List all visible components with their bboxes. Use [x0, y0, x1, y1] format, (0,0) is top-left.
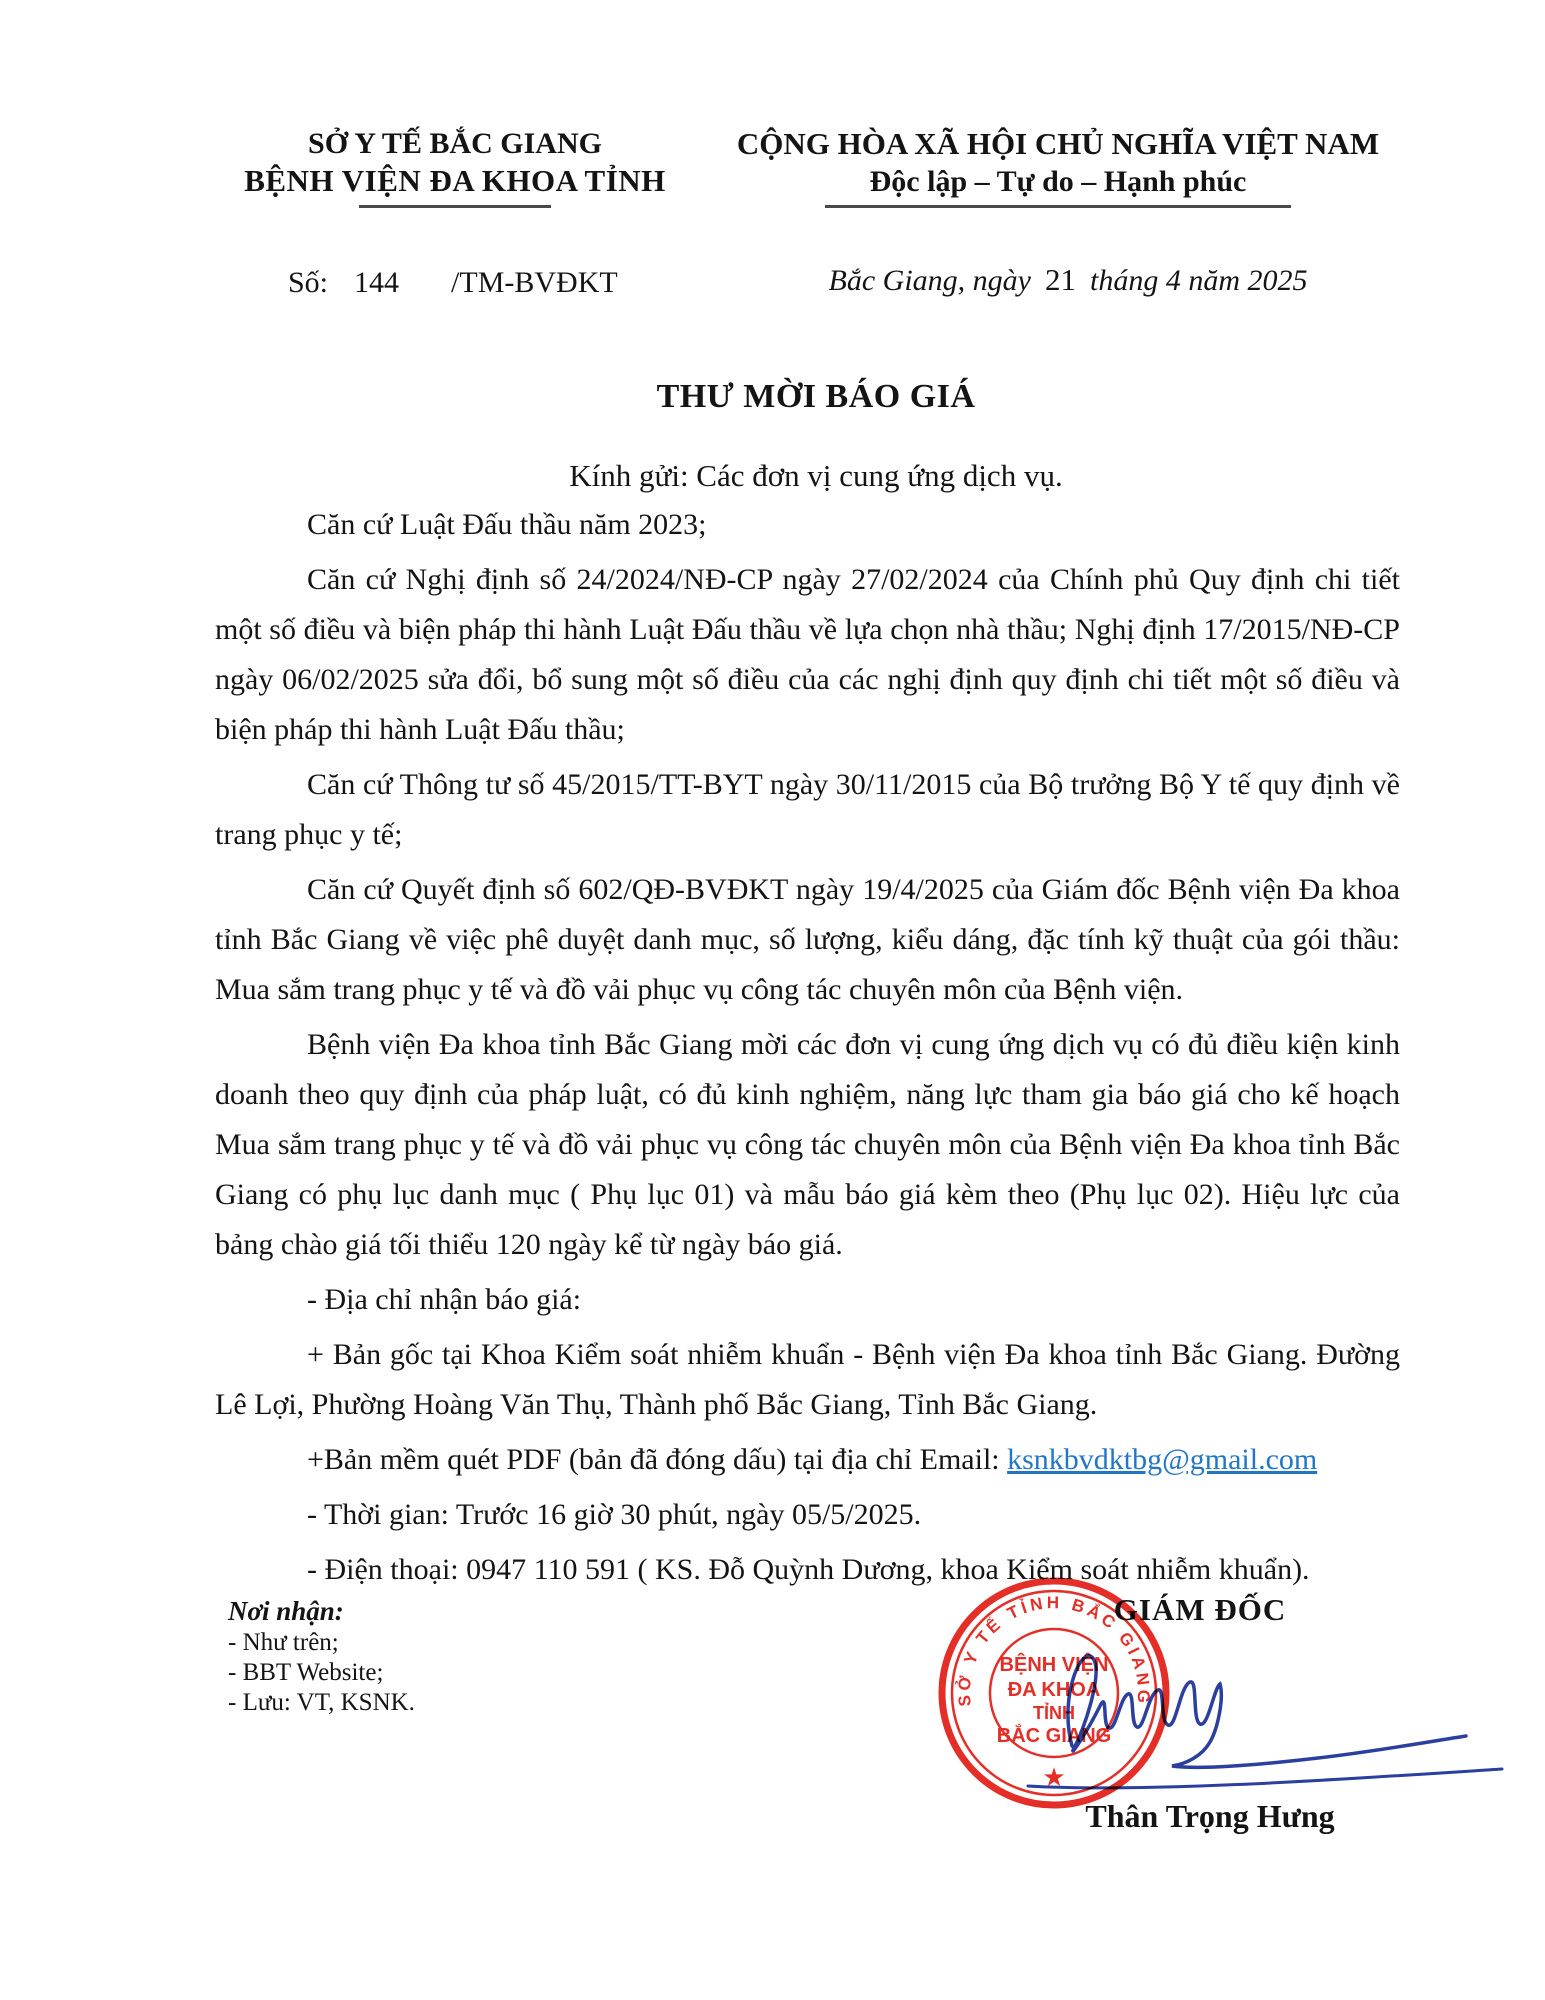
- paragraph-address-label: - Địa chỉ nhận báo giá:: [307, 1283, 582, 1316]
- document-body: [215, 500, 1400, 1600]
- motto-underline: [825, 205, 1291, 208]
- org-parent-name: SỞ Y TẾ BẮC GIANG: [308, 127, 602, 160]
- email-prefix-text: +Bản mềm quét PDF (bản đã đóng dấu) tại địa chỉ Email:: [307, 1443, 1008, 1476]
- national-title: CỘNG HÒA XÃ HỘI CHỦ NGHĨA VIỆT NAM: [736, 126, 1380, 161]
- handwritten-signature: [988, 1598, 1512, 1808]
- org-underline: [359, 205, 551, 208]
- paragraph-deadline: - Thời gian: Trước 16 giờ 30 phút, ngày 05/5/2025.: [307, 1498, 922, 1531]
- doc-number-value: 144: [354, 266, 400, 299]
- paragraph-invitation: Bệnh viện Đa khoa tỉnh Bắc Giang mời các đơn vị cung ứng dịch vụ có đủ điều kiện kinh doanh theo quy định của pháp luật, có đủ kinh nghiệm, năng lực tham gia báo giá cho kế hoạch Mua sắm trang phục y tế và đồ vải phục vụ công tác chuyên môn của Bệnh viện Đa khoa tỉnh Bắc Giang có phụ lục danh mục ( Phụ lục 01) và mẫu báo giá kèm theo (Phụ lục 02). Hiệu lực của bảng chào giá tối thiểu 120 ngày kể từ ngày báo giá.: [215, 1028, 1400, 1261]
- paragraph-legal-basis-3: Căn cứ Thông tư số 45/2015/TT-BYT ngày 30/11/2015 của Bộ trưởng Bộ Y tế quy định về trang phục y tế;: [215, 768, 1400, 851]
- stamp-ring-text: SỞ Y TẾ TỈNH BẮC GIANG: [954, 1593, 1154, 1708]
- stamp-center-line: BẮC GIANG: [996, 1725, 1112, 1747]
- national-motto: Độc lập – Tự do – Hạnh phúc: [869, 165, 1247, 198]
- signer-position: GIÁM ĐỐC: [1113, 1592, 1287, 1627]
- issuing-org-block: [225, 126, 685, 208]
- national-header-block: [712, 126, 1404, 208]
- date-prefix: Bắc Giang, ngày: [828, 264, 1031, 297]
- document-title: THƯ MỜI BÁO GIÁ: [656, 378, 976, 415]
- org-name: BỆNH VIỆN ĐA KHOA TỈNH: [244, 163, 666, 198]
- recipient-item: - Như trên;: [228, 1629, 339, 1656]
- recipients-title: Nơi nhận:: [228, 1596, 344, 1626]
- signature-graphic: [988, 1598, 1512, 1808]
- stamp-center-line: ĐA KHOA: [1007, 1679, 1101, 1701]
- paragraph-email: [215, 1435, 1400, 1485]
- place-date-line: [758, 262, 1378, 298]
- doc-number-line: [288, 266, 618, 300]
- salutation-line: Kính gửi: Các đơn vị cung ứng dịch vụ.: [569, 458, 1063, 493]
- date-suffix: tháng 4 năm 2025: [1089, 264, 1308, 297]
- paragraph-phone: - Điện thoại: 0947 110 591 ( KS. Đỗ Quỳnh Dương, khoa Kiểm soát nhiễm khuẩn).: [307, 1553, 1310, 1586]
- paragraph-legal-basis-1: Căn cứ Luật Đấu thầu năm 2023;: [307, 508, 707, 541]
- doc-number-symbol: /TM-BVĐKT: [451, 266, 618, 299]
- paragraph-legal-basis-2: Căn cứ Nghị định số 24/2024/NĐ-CP ngày 27/02/2024 của Chính phủ Quy định chi tiết một số điều và biện pháp thi hành Luật Đấu thầu về lựa chọn nhà thầu; Nghị định 17/2015/NĐ-CP ngày 06/02/2025 sửa đổi, bổ sung một số điều của các nghị định quy định chi tiết một số điều và biện pháp thi hành Luật Đấu thầu;: [215, 563, 1400, 746]
- paragraph-hardcopy-address: + Bản gốc tại Khoa Kiểm soát nhiễm khuẩn - Bệnh viện Đa khoa tỉnh Bắc Giang. Đường Lê Lợi, Phường Hoàng Văn Thụ, Thành phố Bắc Giang, Tỉnh Bắc Giang.: [215, 1338, 1400, 1421]
- paragraph-legal-basis-4: Căn cứ Quyết định số 602/QĐ-BVĐKT ngày 19/4/2025 của Giám đốc Bệnh viện Đa khoa tỉnh Bắc Giang về việc phê duyệt danh mục, số lượng, kiểu dáng, đặc tính kỹ thuật của gói thầu: Mua sắm trang phục y tế và đồ vải phục vụ công tác chuyên môn của Bệnh viện.: [215, 873, 1400, 1006]
- recipients-block: [228, 1594, 415, 1718]
- email-link[interactable]: ksnkbvdktbg@gmail.com: [1007, 1443, 1318, 1476]
- recipient-item: - Lưu: VT, KSNK.: [228, 1689, 415, 1716]
- signer-name: Thân Trọng Hưng: [1085, 1798, 1335, 1834]
- stamp-center-line: BỆNH VIỆN: [999, 1654, 1109, 1676]
- doc-number-label: Số:: [288, 266, 329, 299]
- recipient-item: - BBT Website;: [228, 1659, 384, 1686]
- stamp-center-line: TỈNH: [1033, 1703, 1075, 1723]
- date-day: 21: [1044, 262, 1076, 297]
- stamp-star-icon: ★: [1042, 1763, 1066, 1792]
